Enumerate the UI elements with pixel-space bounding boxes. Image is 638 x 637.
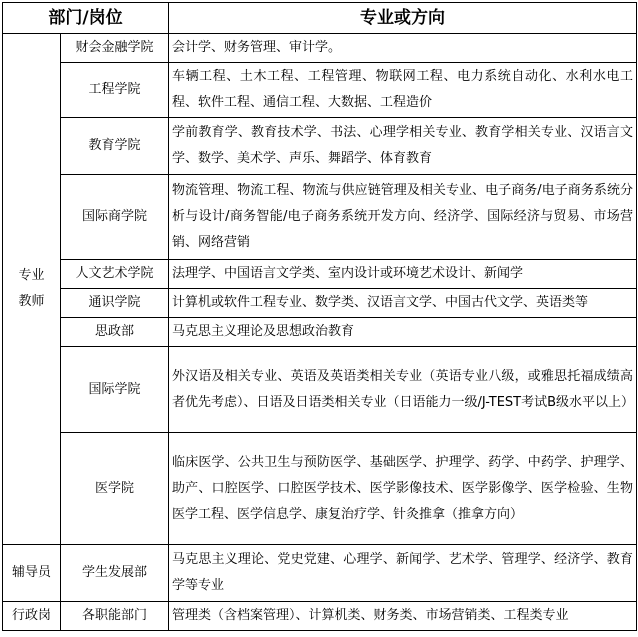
table-row — [3, 34, 637, 63]
table-row — [3, 289, 637, 318]
header-major-direction: 专业或方向 — [169, 3, 637, 34]
dept-cell: 人文艺术学院 — [61, 260, 169, 289]
dept-cell: 工程学院 — [61, 63, 169, 118]
table-row — [3, 118, 637, 175]
header-dept-position: 部门/岗位 — [3, 3, 169, 34]
dept-cell: 教育学院 — [61, 118, 169, 175]
table-row — [3, 602, 637, 631]
major-cell: 马克思主义理论、党史党建、心理学、新闻学、艺术学、管理学、经济学、教育学等专业 — [169, 545, 637, 602]
category-admin: 行政岗 — [3, 602, 61, 631]
table-row — [3, 318, 637, 347]
major-cell: 学前教育学、教育技术学、书法、心理学相关专业、教育学相关专业、汉语言文学、数学、美术学、声乐、舞蹈学、体育教育 — [169, 118, 637, 175]
table-row — [3, 63, 637, 118]
table-header-row — [3, 3, 637, 34]
category-counselor: 辅导员 — [3, 545, 61, 602]
dept-cell: 国际商学院 — [61, 175, 169, 260]
category-teacher — [3, 34, 61, 545]
table-row — [3, 175, 637, 260]
dept-cell: 学生发展部 — [61, 545, 169, 602]
dept-cell: 医学院 — [61, 433, 169, 545]
major-cell: 法理学、中国语言文学类、室内设计或环境艺术设计、新闻学 — [169, 260, 637, 289]
dept-cell: 思政部 — [61, 318, 169, 347]
dept-cell: 国际学院 — [61, 347, 169, 433]
major-cell: 马克思主义理论及思想政治教育 — [169, 318, 637, 347]
position-table-wrapper — [2, 2, 637, 631]
major-cell: 管理类（含档案管理）、计算机类、财务类、市场营销类、工程类专业 — [169, 602, 637, 631]
category-teacher-line1: 专业 — [18, 268, 45, 283]
dept-cell: 通识学院 — [61, 289, 169, 318]
dept-cell: 各职能部门 — [61, 602, 169, 631]
table-row — [3, 545, 637, 602]
position-table — [2, 2, 637, 631]
major-cell: 会计学、财务管理、审计学。 — [169, 34, 637, 63]
major-cell: 临床医学、公共卫生与预防医学、基础医学、护理学、药学、中药学、护理学、助产、口腔医学、口腔医学技术、医学影像技术、医学影像学、医学检验、生物医学工程、医学信息学、康复治疗学、针灸推拿（推拿方向） — [169, 433, 637, 545]
major-cell: 计算机或软件工程专业、数学类、汉语言文学、中国古代文学、英语类等 — [169, 289, 637, 318]
major-cell: 车辆工程、土木工程、工程管理、物联网工程、电力系统自动化、水利水电工程、软件工程、通信工程、大数据、工程造价 — [169, 63, 637, 118]
table-row — [3, 260, 637, 289]
table-row — [3, 433, 637, 545]
major-cell: 物流管理、物流工程、物流与供应链管理及相关专业、电子商务/电子商务系统分析与设计/商务智能/电子商务系统开发方向、经济学、国际经济与贸易、市场营销、网络营销 — [169, 175, 637, 260]
major-cell: 外汉语及相关专业、英语及英语类相关专业（英语专业八级，或雅思托福成绩高者优先考虑）、日语及日语类相关专业（日语能力一级/J-TEST考试B级水平以上） — [169, 347, 637, 433]
dept-cell: 财会金融学院 — [61, 34, 169, 63]
table-row — [3, 347, 637, 433]
category-teacher-line2: 教师 — [18, 294, 45, 309]
